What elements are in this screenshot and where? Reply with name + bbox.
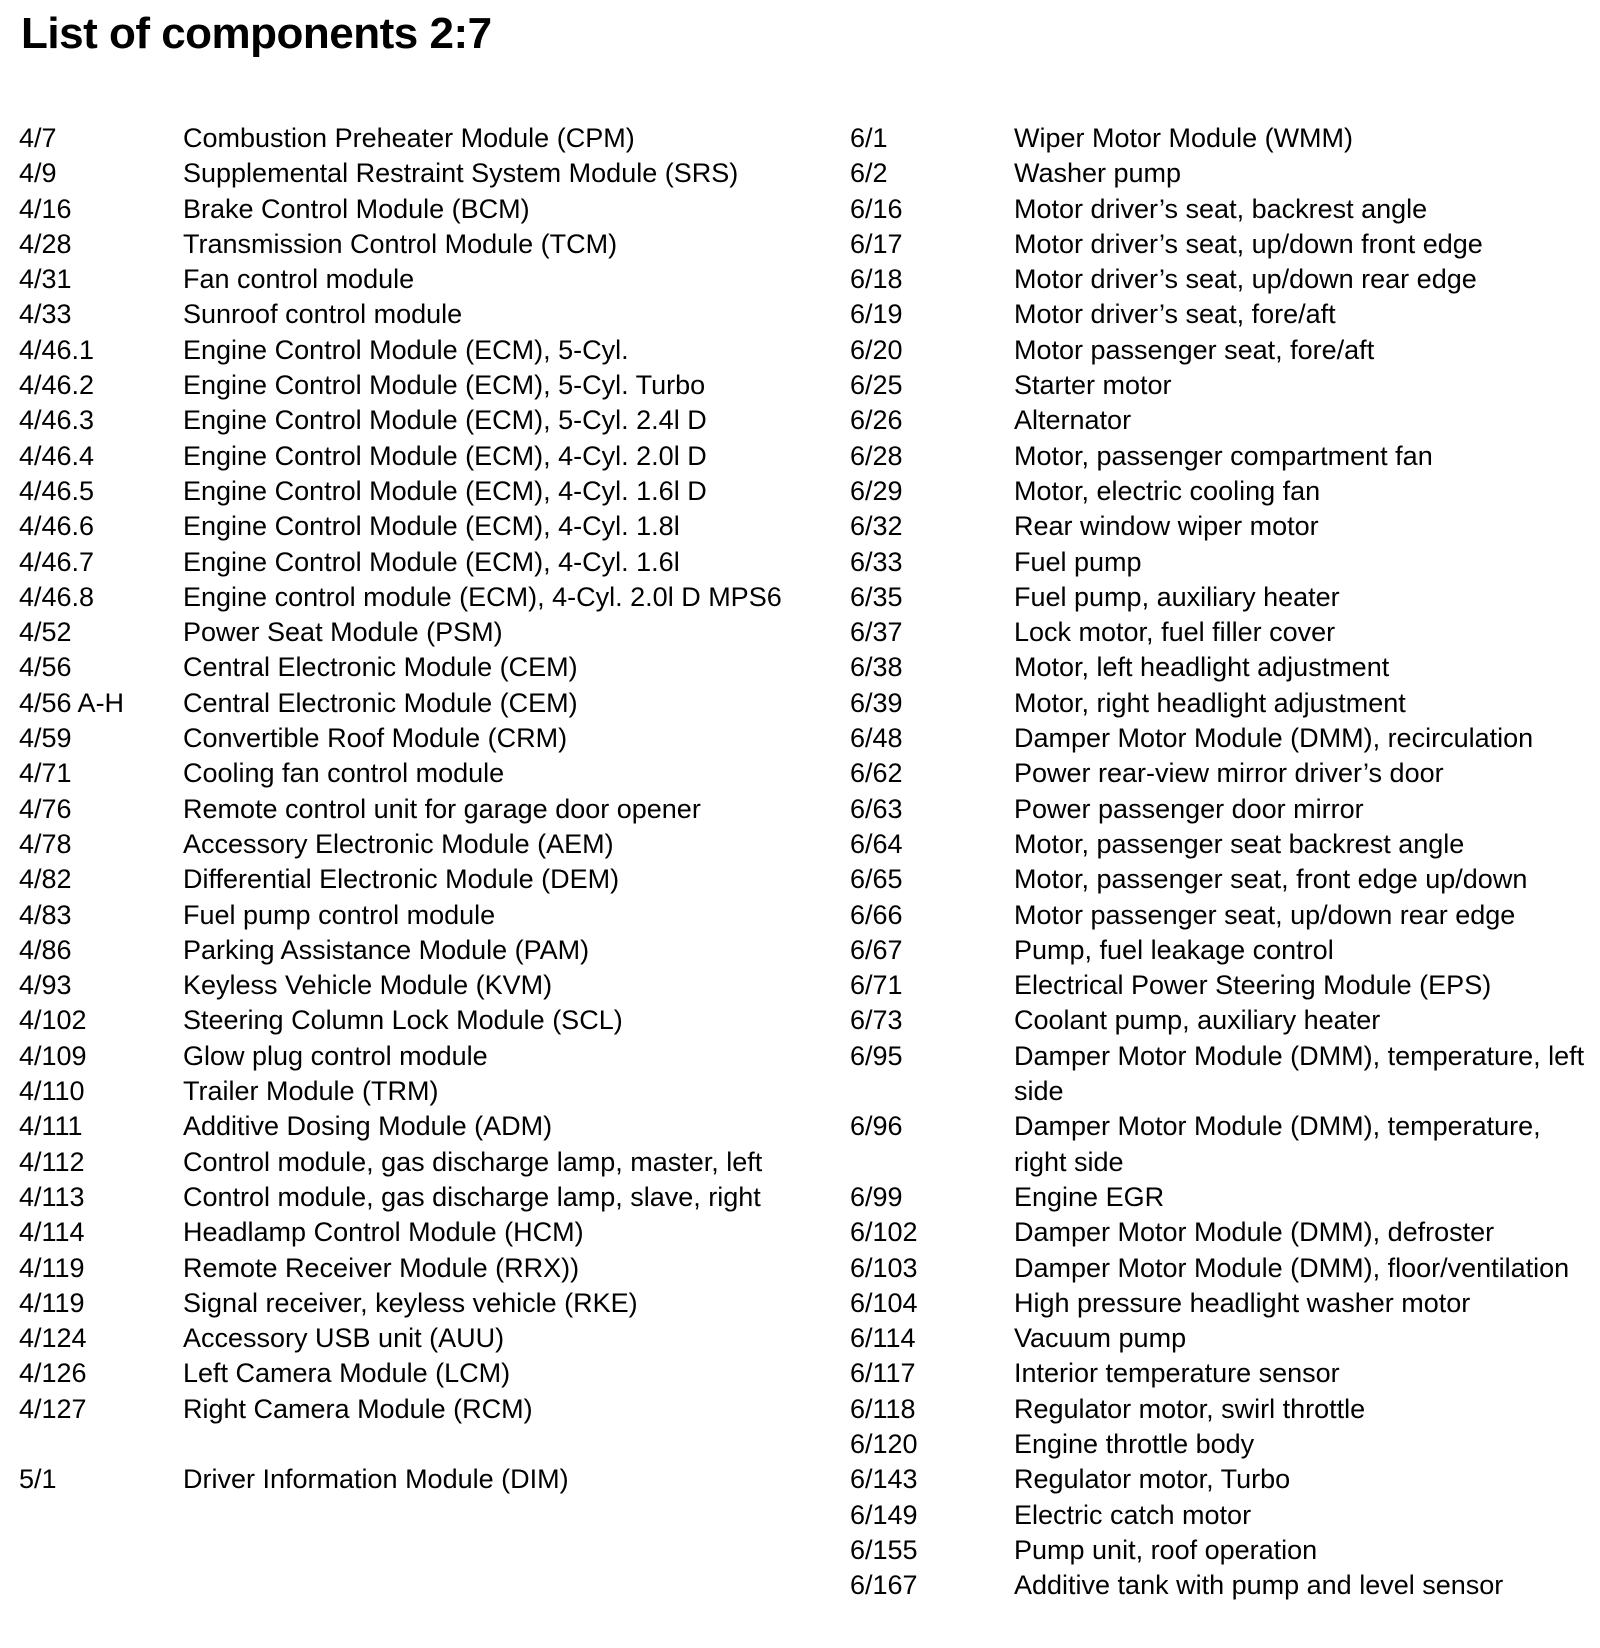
component-code: 4/46.7: [19, 546, 95, 577]
component-row: [850, 1180, 1595, 1215]
component-code: 6/28: [850, 440, 903, 471]
component-description: Brake Control Module (BCM): [183, 193, 530, 224]
component-code: 4/111: [19, 1111, 83, 1142]
component-row: [19, 1286, 799, 1321]
component-code: 4/46.1: [19, 334, 95, 365]
component-row: [850, 333, 1595, 368]
component-description: Driver Information Module (DIM): [183, 1464, 569, 1495]
component-description: Transmission Control Module (TCM): [183, 228, 618, 259]
component-code: 6/38: [850, 652, 903, 683]
component-code: 4/46.2: [19, 370, 95, 401]
component-row: [19, 933, 799, 968]
component-code: 4/126: [19, 1358, 87, 1389]
component-code: 6/63: [850, 793, 903, 824]
component-code: 6/65: [850, 864, 903, 895]
component-code: 5/1: [19, 1464, 57, 1495]
component-row: [850, 156, 1595, 191]
component-description: Additive tank with pump and level sensor: [1014, 1570, 1504, 1601]
component-row: [850, 862, 1595, 897]
component-row: [19, 1462, 799, 1497]
component-code: 6/117: [850, 1358, 916, 1389]
component-row: [850, 403, 1595, 438]
component-description: Keyless Vehicle Module (KVM): [183, 970, 553, 1001]
component-row: [19, 1074, 799, 1109]
component-code: 6/118: [850, 1393, 916, 1424]
component-row: [19, 121, 799, 156]
component-row: [19, 792, 799, 827]
component-description: Electrical Power Steering Module (EPS): [1014, 970, 1492, 1001]
component-description: Cooling fan control module: [183, 758, 505, 789]
component-row: [19, 1145, 799, 1180]
component-description: Coolant pump, auxiliary heater: [1014, 1005, 1381, 1036]
component-code: 4/78: [19, 828, 72, 859]
component-code: 6/16: [850, 193, 903, 224]
component-row: [19, 297, 799, 332]
component-code: 6/25: [850, 370, 903, 401]
component-description: Engine Control Module (ECM), 4-Cyl. 1.6l: [183, 546, 680, 577]
component-row: [19, 333, 799, 368]
component-description: Regulator motor, swirl throttle: [1014, 1393, 1366, 1424]
component-code: 6/155: [850, 1534, 918, 1565]
component-code: 6/37: [850, 617, 903, 648]
component-code: 6/26: [850, 405, 903, 436]
component-code: 4/71: [19, 758, 72, 789]
component-row: [19, 1356, 799, 1391]
component-description: Convertible Roof Module (CRM): [183, 723, 568, 754]
component-code: 4/124: [19, 1323, 87, 1354]
component-row: [19, 1180, 799, 1215]
section-gap: [19, 1427, 799, 1462]
component-code: 6/33: [850, 546, 903, 577]
component-description: Alternator: [1014, 405, 1132, 436]
component-description: Signal receiver, keyless vehicle (RKE): [183, 1287, 638, 1318]
component-row: [19, 1003, 799, 1038]
component-row: [19, 403, 799, 438]
component-description: Damper Motor Module (DMM), floor/ventilation: [1014, 1252, 1570, 1283]
component-description: Trailer Module (TRM): [183, 1076, 439, 1107]
component-code: 4/114: [19, 1217, 85, 1248]
component-code: 6/103: [850, 1252, 918, 1283]
component-code: 4/59: [19, 723, 72, 754]
component-description: Glow plug control module: [183, 1040, 488, 1071]
component-row: [850, 580, 1595, 615]
component-code: 4/46.5: [19, 475, 95, 506]
component-row: [850, 1286, 1595, 1321]
component-row: [850, 439, 1595, 474]
component-code: 4/28: [19, 228, 72, 259]
component-description: Motor, left headlight adjustment: [1014, 652, 1390, 683]
component-code: 6/114: [850, 1323, 916, 1354]
component-row: [850, 827, 1595, 862]
component-row: [19, 968, 799, 1003]
component-description: Motor passenger seat, up/down rear edge: [1014, 899, 1516, 930]
component-code: 6/29: [850, 475, 903, 506]
component-row: [850, 1533, 1595, 1568]
component-description: Motor driver’s seat, up/down rear edge: [1014, 264, 1477, 295]
component-description: Engine Control Module (ECM), 4-Cyl. 2.0l D: [183, 440, 707, 471]
component-description: Motor, passenger compartment fan: [1014, 440, 1433, 471]
component-row: [850, 615, 1595, 650]
component-description: Engine throttle body: [1014, 1428, 1255, 1459]
component-code: 6/99: [850, 1181, 903, 1212]
component-row: [19, 192, 799, 227]
component-row: [19, 262, 799, 297]
component-description: Motor, electric cooling fan: [1014, 475, 1321, 506]
component-row: [19, 721, 799, 756]
component-row: [850, 545, 1595, 580]
component-code: 4/46.3: [19, 405, 95, 436]
component-description: Fuel pump, auxiliary heater: [1014, 581, 1340, 612]
component-row: [19, 1039, 799, 1074]
component-row: [850, 227, 1595, 262]
component-description: High pressure headlight washer motor: [1014, 1287, 1471, 1318]
component-row: [850, 1356, 1595, 1391]
component-code: 4/110: [19, 1076, 85, 1107]
component-code: 6/19: [850, 299, 903, 330]
component-row: [850, 933, 1595, 968]
component-description: Central Electronic Module (CEM): [183, 687, 578, 718]
component-description: Interior temperature sensor: [1014, 1358, 1340, 1389]
component-row: [19, 1321, 799, 1356]
component-description: Damper Motor Module (DMM), temperature, right side: [1014, 1111, 1541, 1177]
component-description: Supplemental Restraint System Module (SRS): [183, 158, 739, 189]
component-row: [850, 474, 1595, 509]
component-list-right: [850, 121, 1595, 1603]
component-description: Engine Control Module (ECM), 5-Cyl. Turbo: [183, 370, 706, 401]
component-code: 6/167: [850, 1570, 918, 1601]
component-row: [850, 1568, 1595, 1603]
component-row: [19, 862, 799, 897]
component-description: Electric catch motor: [1014, 1499, 1252, 1530]
component-code: 4/127: [19, 1393, 87, 1424]
component-description: Damper Motor Module (DMM), defroster: [1014, 1217, 1495, 1248]
component-code: 4/56: [19, 652, 72, 683]
component-row: [850, 1251, 1595, 1286]
component-description: Engine control module (ECM), 4-Cyl. 2.0l D MPS6: [183, 581, 782, 612]
component-code: 6/104: [850, 1287, 918, 1318]
component-row: [850, 509, 1595, 544]
component-code: 4/83: [19, 899, 72, 930]
component-description: Engine Control Module (ECM), 4-Cyl. 1.8l: [183, 511, 680, 542]
component-description: Fuel pump: [1014, 546, 1142, 577]
component-description: Right Camera Module (RCM): [183, 1393, 533, 1424]
component-description: Additive Dosing Module (ADM): [183, 1111, 553, 1142]
component-row: [850, 1498, 1595, 1533]
component-code: 4/7: [19, 123, 57, 153]
component-description: Damper Motor Module (DMM), temperature, left side: [1014, 1040, 1585, 1107]
component-description: Engine Control Module (ECM), 5-Cyl. 2.4l D: [183, 405, 707, 436]
component-code: 6/20: [850, 334, 903, 365]
component-description: Motor driver’s seat, backrest angle: [1014, 193, 1428, 224]
component-row: [19, 898, 799, 933]
component-description: Motor, passenger seat backrest angle: [1014, 828, 1465, 859]
component-description: Sunroof control module: [183, 299, 463, 330]
component-row: [19, 756, 799, 791]
component-code: 6/17: [850, 228, 903, 259]
component-code: 6/18: [850, 264, 903, 295]
component-description: Motor, right headlight adjustment: [1014, 687, 1406, 718]
component-code: 4/86: [19, 934, 72, 965]
component-row: [850, 650, 1595, 685]
component-code: 6/120: [850, 1428, 918, 1459]
component-description: Motor, passenger seat, front edge up/down: [1014, 864, 1528, 895]
component-description: Power passenger door mirror: [1014, 793, 1364, 824]
component-row: [19, 1109, 799, 1144]
component-code: 4/46.6: [19, 511, 95, 542]
component-code: 4/113: [19, 1181, 85, 1212]
component-code: 4/33: [19, 299, 72, 330]
component-row: [19, 580, 799, 615]
component-code: 6/48: [850, 723, 903, 754]
component-description: Motor driver’s seat, up/down front edge: [1014, 228, 1483, 259]
component-code: 4/102: [19, 1005, 87, 1036]
component-row: [850, 968, 1595, 1003]
component-code: 6/32: [850, 511, 903, 542]
component-code: 6/64: [850, 828, 903, 859]
component-row: [19, 545, 799, 580]
component-row: [850, 1392, 1595, 1427]
component-row: [850, 368, 1595, 403]
component-row: [19, 686, 799, 721]
component-code: 4/76: [19, 793, 72, 824]
component-description: Fan control module: [183, 264, 415, 295]
component-description: Starter motor: [1014, 370, 1172, 401]
component-code: 6/102: [850, 1217, 918, 1248]
component-list-left: [19, 121, 799, 1498]
component-code: 6/1: [850, 123, 888, 153]
component-description: Motor passenger seat, fore/aft: [1014, 334, 1375, 365]
component-code: 4/9: [19, 158, 57, 189]
component-code: 6/73: [850, 1005, 903, 1036]
page-title: List of components 2:7: [21, 9, 492, 58]
component-row: [19, 227, 799, 262]
component-row: [850, 262, 1595, 297]
component-code: 4/46.4: [19, 440, 95, 471]
component-code: 6/66: [850, 899, 903, 930]
component-description: Pump, fuel leakage control: [1014, 934, 1334, 965]
component-description: Control module, gas discharge lamp, slave, right: [183, 1181, 761, 1212]
component-description: Power Seat Module (PSM): [183, 617, 503, 648]
component-code: 6/62: [850, 758, 903, 789]
component-description: Remote Receiver Module (RRX)): [183, 1252, 580, 1283]
component-code: 6/67: [850, 934, 903, 965]
component-row: [850, 1109, 1595, 1180]
component-description: Lock motor, fuel filler cover: [1014, 617, 1336, 648]
component-row: [19, 615, 799, 650]
component-row: [19, 439, 799, 474]
component-code: 4/93: [19, 970, 72, 1001]
component-description: Engine Control Module (ECM), 4-Cyl. 1.6l D: [183, 475, 707, 506]
component-description: Fuel pump control module: [183, 899, 496, 930]
component-code: 4/109: [19, 1040, 87, 1071]
component-row: [19, 1392, 799, 1427]
component-row: [850, 792, 1595, 827]
component-description: Accessory USB unit (AUU): [183, 1323, 505, 1354]
component-description: Combustion Preheater Module (CPM): [183, 123, 635, 153]
component-description: Left Camera Module (LCM): [183, 1358, 511, 1389]
component-row: [850, 192, 1595, 227]
component-description: Parking Assistance Module (PAM): [183, 934, 590, 965]
component-description: Motor driver’s seat, fore/aft: [1014, 299, 1336, 330]
component-code: 6/71: [850, 970, 903, 1001]
component-description: Wiper Motor Module (WMM): [1014, 123, 1354, 153]
component-description: Differential Electronic Module (DEM): [183, 864, 620, 895]
component-description: Remote control unit for garage door opener: [183, 793, 701, 824]
component-description: Pump unit, roof operation: [1014, 1534, 1318, 1565]
component-row: [850, 1427, 1595, 1462]
component-code: 4/56 A-H: [19, 687, 125, 718]
component-row: [850, 1039, 1595, 1110]
component-code: 4/52: [19, 617, 72, 648]
component-description: Headlamp Control Module (HCM): [183, 1217, 584, 1248]
component-row: [850, 1462, 1595, 1497]
component-description: Control module, gas discharge lamp, master, left: [183, 1146, 763, 1177]
component-description: Steering Column Lock Module (SCL): [183, 1005, 623, 1036]
component-description: Central Electronic Module (CEM): [183, 652, 578, 683]
component-code: 6/2: [850, 158, 888, 189]
component-row: [850, 1215, 1595, 1250]
component-row: [850, 121, 1595, 156]
component-description: Vacuum pump: [1014, 1323, 1187, 1354]
component-code: 6/143: [850, 1464, 918, 1495]
component-code: 4/119: [19, 1287, 85, 1318]
component-row: [19, 650, 799, 685]
component-row: [850, 1003, 1595, 1038]
component-description: Rear window wiper motor: [1014, 511, 1319, 542]
component-code: 4/16: [19, 193, 72, 224]
component-row: [19, 827, 799, 862]
component-code: 6/149: [850, 1499, 918, 1530]
component-code: 4/112: [19, 1146, 85, 1177]
component-code: 6/35: [850, 581, 903, 612]
component-row: [19, 474, 799, 509]
component-code: 6/96: [850, 1111, 903, 1142]
component-row: [850, 721, 1595, 756]
component-row: [19, 509, 799, 544]
component-row: [19, 1251, 799, 1286]
component-description: Power rear-view mirror driver’s door: [1014, 758, 1444, 789]
component-code: 4/46.8: [19, 581, 95, 612]
component-row: [850, 756, 1595, 791]
component-code: 4/119: [19, 1252, 85, 1283]
component-description: Engine Control Module (ECM), 5-Cyl.: [183, 334, 629, 365]
component-row: [850, 1321, 1595, 1356]
component-row: [19, 156, 799, 191]
component-row: [850, 297, 1595, 332]
component-row: [850, 686, 1595, 721]
component-description: Engine EGR: [1014, 1181, 1165, 1212]
component-row: [19, 1215, 799, 1250]
component-code: 4/31: [19, 264, 72, 295]
component-row: [19, 368, 799, 403]
component-row: [850, 898, 1595, 933]
component-description: Washer pump: [1014, 158, 1182, 189]
component-description: Regulator motor, Turbo: [1014, 1464, 1291, 1495]
component-description: Damper Motor Module (DMM), recirculation: [1014, 723, 1534, 754]
component-code: 6/95: [850, 1040, 903, 1071]
component-description: Accessory Electronic Module (AEM): [183, 828, 614, 859]
component-code: 4/82: [19, 864, 72, 895]
component-code: 6/39: [850, 687, 903, 718]
